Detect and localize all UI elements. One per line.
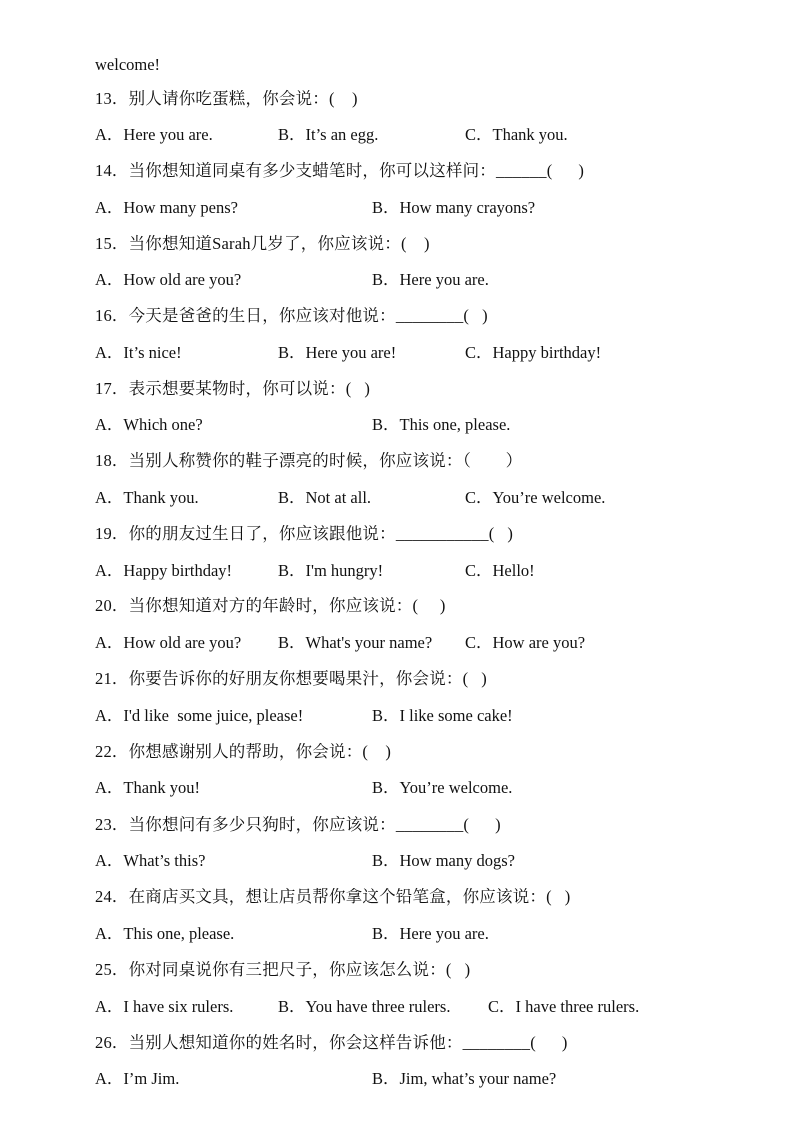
option-a[interactable]: A．Here you are.: [95, 125, 213, 144]
answer-blank[interactable]: ________: [462, 1033, 531, 1052]
answer-parentheses[interactable]: ( ): [462, 669, 487, 688]
question-text: ．你要告诉你的好朋友你想要喝果汁，你会说：: [111, 669, 463, 688]
option-b[interactable]: B．I'm hungry!: [278, 561, 384, 580]
question-13: [95, 89, 358, 109]
option-a[interactable]: A．This one, please.: [95, 924, 235, 943]
answer-parentheses[interactable]: ( ): [400, 234, 430, 253]
question-number: 18: [95, 451, 112, 470]
question-text: ．你想感谢别人的帮助，你会说：: [111, 742, 363, 761]
question-number: 16: [95, 306, 112, 325]
question-text: ．当别人想知道你的姓名时，你会这样告诉他：: [111, 1033, 463, 1052]
answer-blank[interactable]: ___________: [395, 524, 489, 543]
option-c[interactable]: C．I have three rulers.: [488, 997, 640, 1016]
answer-blank[interactable]: ________: [395, 815, 464, 834]
question-23: [95, 815, 501, 835]
question-number: 17: [95, 379, 112, 398]
answer-parentheses[interactable]: ( ): [329, 89, 358, 108]
question-text: ．当别人称赞你的鞋子漂亮的时候，你应该说：: [111, 451, 463, 470]
question-number: 22: [95, 742, 112, 761]
question-number: 19: [95, 524, 112, 543]
question-text: ．你的朋友过生日了，你应该跟他说：: [111, 524, 396, 543]
option-b[interactable]: B．What's your name?: [278, 633, 433, 652]
option-b[interactable]: B．I like some cake!: [372, 706, 513, 725]
option-c[interactable]: C．Happy birthday!: [465, 343, 602, 362]
answer-blank[interactable]: ______: [496, 161, 547, 180]
question-16: [95, 306, 488, 326]
question-18: [95, 451, 522, 471]
option-a[interactable]: A．How many pens?: [95, 198, 238, 217]
question-number: 23: [95, 815, 112, 834]
option-a[interactable]: A．How old are you?: [95, 633, 242, 652]
option-a[interactable]: A．Happy birthday!: [95, 561, 233, 580]
question-22: [95, 742, 391, 762]
option-b[interactable]: B．Here you are!: [278, 343, 397, 362]
carry-over-text: welcome!: [95, 55, 161, 74]
answer-parentheses[interactable]: ( ): [463, 306, 488, 325]
option-b[interactable]: B．You have three rulers.: [278, 997, 451, 1016]
question-14: [95, 161, 584, 181]
question-number: 26: [95, 1033, 112, 1052]
question-text: ．当你想知道同桌有多少支蜡笔时，你可以这样问：: [111, 161, 497, 180]
option-c[interactable]: C．Thank you.: [465, 125, 568, 144]
option-a[interactable]: A．Which one?: [95, 415, 203, 434]
question-text: ．别人请你吃蛋糕，你会说：: [111, 89, 330, 108]
option-c[interactable]: C．How are you?: [465, 633, 586, 652]
option-b[interactable]: B．This one, please.: [372, 415, 511, 434]
answer-parentheses[interactable]: ( ): [362, 742, 392, 761]
question-text: ．你对同桌说你有三把尺子，你应该怎么说：: [111, 960, 446, 979]
option-a[interactable]: A．I have six rulers.: [95, 997, 234, 1016]
answer-blank[interactable]: ________: [395, 306, 464, 325]
question-number: 13: [95, 89, 112, 108]
question-15: [95, 234, 430, 254]
question-number: 20: [95, 596, 112, 615]
answer-parentheses[interactable]: ( ): [445, 960, 471, 979]
question-24: [95, 887, 570, 907]
answer-parentheses[interactable]: ( ): [530, 1033, 568, 1052]
option-a[interactable]: A．Thank you!: [95, 778, 200, 797]
question-text: ．在商店买文具，想让店员帮你拿这个铅笔盒，你应该说：: [111, 887, 547, 906]
option-c[interactable]: C．You’re welcome.: [465, 488, 606, 507]
option-a[interactable]: A．I’m Jim.: [95, 1069, 180, 1088]
question-text: ．当你想知道Sarah几岁了，你应该说：: [111, 234, 401, 253]
option-b[interactable]: B．Jim, what’s your name?: [372, 1069, 557, 1088]
question-20: [95, 596, 446, 616]
answer-parentheses[interactable]: （ ）: [462, 451, 523, 470]
option-b[interactable]: B．How many crayons?: [372, 198, 536, 217]
option-a[interactable]: A．How old are you?: [95, 270, 242, 289]
option-b[interactable]: B．Not at all.: [278, 488, 372, 507]
option-b[interactable]: B．Here you are.: [372, 924, 489, 943]
question-text: ．当你想知道对方的年龄时，你应该说：: [111, 596, 413, 615]
option-b[interactable]: B．Here you are.: [372, 270, 489, 289]
option-b[interactable]: B．How many dogs?: [372, 851, 515, 870]
option-a[interactable]: A．What’s this?: [95, 851, 206, 870]
answer-parentheses[interactable]: ( ): [488, 524, 514, 543]
answer-parentheses[interactable]: ( ): [546, 887, 571, 906]
option-c[interactable]: C．Hello!: [465, 561, 535, 580]
question-number: 24: [95, 887, 112, 906]
answer-parentheses[interactable]: ( ): [463, 815, 501, 834]
question-number: 21: [95, 669, 112, 688]
option-b[interactable]: B．You’re welcome.: [372, 778, 513, 797]
option-a[interactable]: A．It’s nice!: [95, 343, 182, 362]
question-number: 14: [95, 161, 112, 180]
option-a[interactable]: A．Thank you.: [95, 488, 199, 507]
option-b[interactable]: B．It’s an egg.: [278, 125, 379, 144]
answer-parentheses[interactable]: ( ): [546, 161, 585, 180]
question-26: [95, 1033, 568, 1053]
question-17: [95, 379, 370, 399]
question-21: [95, 669, 487, 689]
option-a[interactable]: A．I'd like some juice, please!: [95, 706, 304, 725]
question-19: [95, 524, 513, 544]
question-25: [95, 960, 470, 980]
question-text: ．表示想要某物时，你可以说：: [111, 379, 346, 398]
question-number: 15: [95, 234, 112, 253]
answer-parentheses[interactable]: ( ): [345, 379, 371, 398]
question-text: ．当你想问有多少只狗时，你应该说：: [111, 815, 396, 834]
question-text: ．今天是爸爸的生日，你应该对他说：: [111, 306, 396, 325]
question-number: 25: [95, 960, 112, 979]
answer-parentheses[interactable]: ( ): [412, 596, 446, 615]
